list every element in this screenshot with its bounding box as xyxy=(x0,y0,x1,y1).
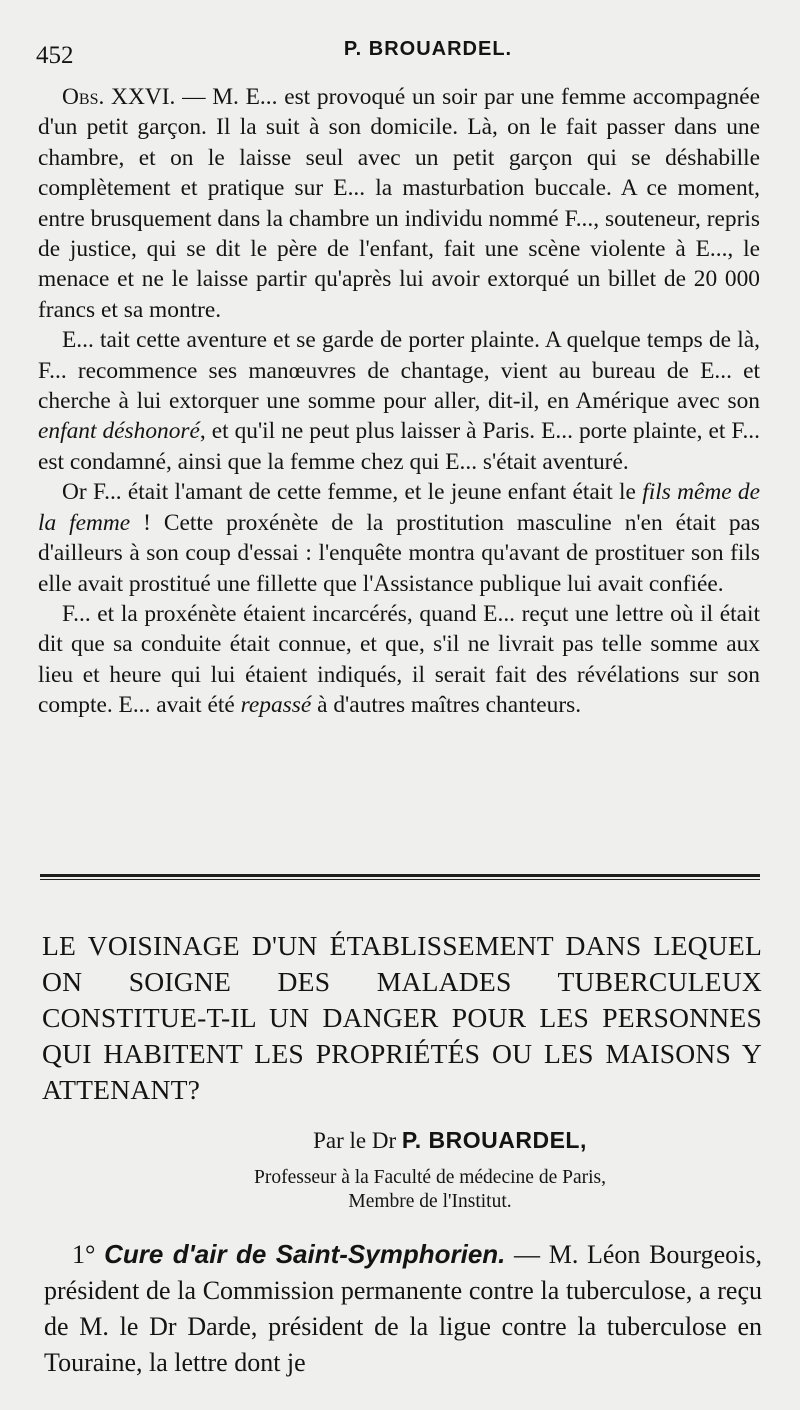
byline xyxy=(0,1127,800,1154)
observation-text-1: — M. E... est provoqué un soir par une femme accompagnée d'un petit garçon. Il la suit à son domicile. Là, on le fait passer dans une chambre, et on le laisse seul avec un petit garçon qui se déshabille complètement et pratique sur E... la masturbation buccale. A ce moment, entre brusquement dans la chambre un individu nommé F..., souteneur, repris de justice, qui se dit le père de l'enfant, fait une scène violente à E..., le menace et ne le laisse partir qu'après lui avoir extorqué un billet de 20 000 francs et sa montre. xyxy=(38,84,760,323)
section-paragraph-1 xyxy=(44,1236,762,1381)
byline-prefix: Par le Dr xyxy=(313,1128,402,1153)
page-number: 452 xyxy=(36,42,74,69)
observation-italic-1: enfant déshonoré xyxy=(38,418,200,445)
observation-paragraph-1 xyxy=(38,82,760,325)
observation-text-3a: Or F... était l'amant de cette femme, et le jeune enfant était le xyxy=(62,479,643,506)
observation-text-3b: ! Cette proxénète de la prostitution masculine n'en était pas d'ailleurs à son coup d'essai : l'enquête montra qu'avant de prostituer son fils elle avait prostitué une fillette que l'Assistance publique lui avait confiée. xyxy=(38,509,761,597)
section-body xyxy=(44,1236,762,1381)
observation-label: Obs. XXVI. xyxy=(62,84,176,110)
observation-text-2b: , et qu'il ne peut plus laisser à Paris. E... porte plainte, et F... est condamné, ainsi que la femme chez qui E... s'était aventuré. xyxy=(38,418,760,475)
observation-paragraph-2 xyxy=(38,325,760,477)
section-divider xyxy=(40,874,760,880)
byline-author: P. BROUARDEL, xyxy=(401,1127,587,1153)
observation-paragraph-4 xyxy=(38,599,760,721)
item-number: 1° xyxy=(72,1240,96,1269)
item-heading: Cure d'air de Saint-Symphorien. xyxy=(104,1239,506,1269)
observation-block xyxy=(38,82,760,721)
observation-text-4a: F... et la proxénète étaient incarcérés, quand E... reçut une lettre où il était dit que sa conduite était connue, et que, s'il ne livrait pas telle somme aux lieu et heure qui lui étaient indiqués, il serait fait des révélations sur son compte. E... avait été xyxy=(38,600,760,719)
affiliation-line-1: Professeur à la Faculté de médecine de Paris, xyxy=(254,1167,606,1188)
observation-text-2a: E... tait cette aventure et se garde de porter plainte. A quelque temps de là, F... recommence ses manœuvres de chantage, vient au bureau de E... et cherche à lui extorquer une somme pour aller, dit-il, en Amérique avec son xyxy=(38,327,760,415)
observation-italic-2: fils même de la femme xyxy=(38,479,760,536)
observation-paragraph-3 xyxy=(38,477,760,599)
affiliation-line-2: Membre de l'Institut. xyxy=(348,1191,512,1212)
running-head: P. BROUARDEL. xyxy=(343,38,513,60)
item-text: — M. Léon Bourgeois, président de la Commission permanente contre la tuberculose, a reçu de M. le Dr Darde, président de la ligue contre la tuberculose en Touraine, la lettre dont je xyxy=(44,1240,763,1377)
observation-text-4b: à d'autres maîtres chanteurs. xyxy=(311,692,582,719)
observation-italic-3: repassé xyxy=(240,692,312,719)
section-title: LE VOISINAGE D'UN ÉTABLISSEMENT DANS LEQUEL ON SOIGNE DES MALADES TUBERCULEUX CONSTITUE-T-IL UN DANGER POUR LES PERSONNES QUI HABITENT LES PROPRIÉTÉS OU LES MAISONS Y ATTENANT? xyxy=(42,930,762,1105)
page-header xyxy=(36,36,760,76)
